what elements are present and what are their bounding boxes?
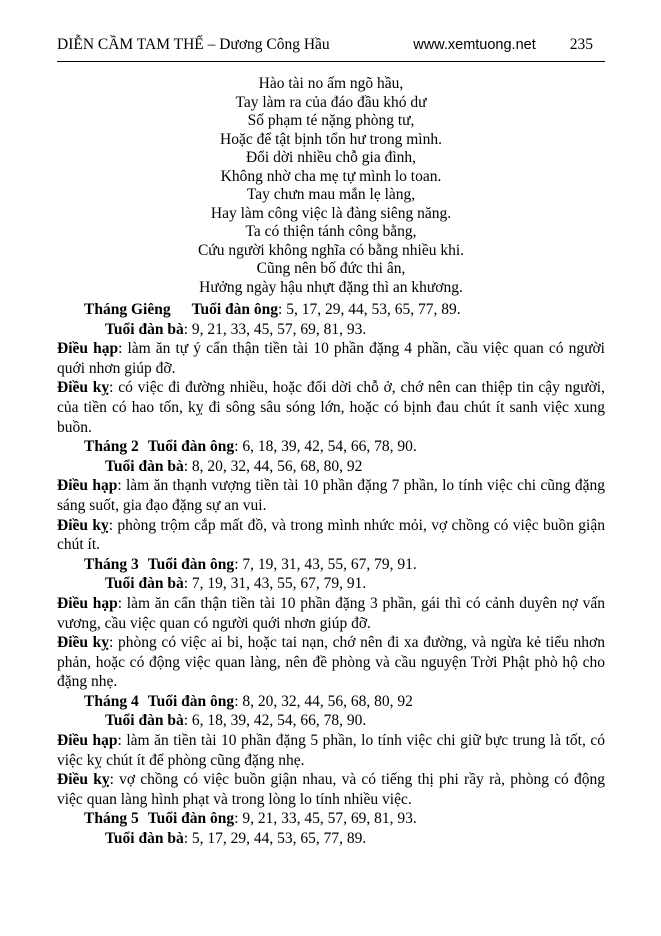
month-title: Tháng 5: [84, 810, 139, 828]
poem-line: Hào tài no ấm ngõ hầu,: [258, 75, 404, 92]
ky-label: Điều kỵ: [57, 379, 110, 397]
page-header: [57, 36, 605, 62]
ky-label: Điều kỵ: [57, 771, 110, 789]
hap-paragraph: [57, 594, 605, 633]
month-section-3: [57, 555, 605, 692]
month-section-4: [57, 692, 605, 810]
hap-text: : làm ăn thạnh vượng tiền tài 10 phần đặng 7 phần, lo tính việc chi cũng đặng sáng suốt, gia đạo đặng sự an vui.: [57, 477, 605, 514]
month-title: Tháng 2: [84, 438, 139, 456]
month-section-1: [57, 300, 605, 437]
women-ages: : 5, 17, 29, 44, 53, 65, 77, 89.: [183, 830, 367, 848]
hap-label: Điều hạp: [57, 732, 118, 750]
months-list: [57, 300, 605, 849]
month-title: Tháng 4: [84, 692, 139, 710]
ky-label: Điều kỵ: [57, 634, 110, 652]
poem-line: Hay làm công việc là đàng siêng năng.: [210, 204, 452, 222]
women-label: Tuổi đàn bà: [105, 320, 184, 338]
page-number: 235: [569, 36, 593, 53]
poem-line: Tay chưn mau mắn lẹ làng,: [246, 186, 416, 203]
month-women-line: [57, 574, 605, 594]
women-ages: : 6, 18, 39, 42, 54, 66, 78, 90.: [183, 712, 367, 730]
month-men-line: [57, 809, 605, 829]
ky-text: : phòng có việc ai bi, hoặc tai nạn, chớ nên đi xa đường, và ngừa kẻ tiểu nhơn phản, hoặc có động việc quan làng, nên đề phòng và cầu nguyện Trời Phật phò hộ cho đặng nhẹ.: [57, 634, 606, 691]
month-men-line: [57, 692, 605, 712]
women-ages: : 8, 20, 32, 44, 56, 68, 80, 92: [183, 457, 363, 475]
hap-paragraph: [57, 731, 605, 770]
month-women-line: [57, 320, 605, 340]
month-men-line: [57, 437, 605, 457]
month-title: Tháng Giêng: [84, 301, 171, 318]
ky-paragraph: [57, 516, 605, 555]
poem-line: Số phạm té nặng phòng tư,: [247, 112, 415, 129]
men-ages: : 7, 19, 31, 43, 55, 67, 79, 91.: [234, 555, 417, 573]
poem-line: Hoặc để tật bịnh tổn hư trong mình.: [220, 130, 442, 148]
ky-text: : phòng trộm cắp mất đồ, và trong mình nhức mỏi, vợ chồng có việc buồn giận chút ít.: [57, 516, 605, 554]
hap-label: Điều hạp: [57, 340, 119, 358]
men-label: Tuổi đàn ông: [147, 438, 235, 456]
book-title: DIỄN CẦM TAM THẾ – Dương Công Hầu: [57, 36, 330, 53]
poem-line: Tay làm ra của đáo đầu khó dư: [235, 93, 427, 111]
hap-text: : làm ăn tiền tài 10 phần đặng 5 phần, lo tính việc chi giữ bực trung là tốt, có việc kỵ chút ít để phòng cũng đặng nhẹ.: [57, 732, 605, 769]
women-label: Tuổi đàn bà: [105, 575, 184, 593]
ky-text: : vợ chồng có việc buồn giận nhau, và có tiếng thị phi rầy rà, phòng có động việc quan làng hình phạt và trong lòng lo tính nhiều việc.: [57, 771, 606, 808]
month-men-line: [57, 300, 605, 320]
hap-paragraph: [57, 476, 605, 515]
month-section-2: [57, 437, 605, 555]
ky-paragraph: [57, 633, 605, 692]
men-ages: : 5, 17, 29, 44, 53, 65, 77, 89.: [278, 301, 461, 318]
poem-line: Cũng nên bố đức thi ân,: [256, 260, 406, 277]
men-label: Tuổi đàn ông: [191, 301, 279, 318]
men-label: Tuổi đàn ông: [147, 692, 235, 710]
month-women-line: [57, 711, 605, 731]
hap-text: : làm ăn cẩn thận tiền tài 10 phần đặng 3 phần, gái thì có cảnh duyên nợ vấn vương, cầu việc quan có người quới nhơn giúp đỡ.: [57, 594, 605, 632]
men-ages: : 9, 21, 33, 45, 57, 69, 81, 93.: [234, 810, 417, 828]
month-women-line: [57, 829, 605, 849]
hap-paragraph: [57, 339, 605, 378]
month-section-5: [57, 809, 605, 848]
women-label: Tuổi đàn bà: [105, 457, 184, 475]
men-ages: : 8, 20, 32, 44, 56, 68, 80, 92: [234, 692, 413, 710]
month-men-line: [57, 555, 605, 575]
poem-line: Cứu người không nghĩa có bằng nhiều khi.: [197, 241, 465, 259]
poem: [57, 75, 605, 297]
website-url: www.xemtuong.net: [413, 37, 536, 53]
ky-paragraph: [57, 770, 605, 809]
women-label: Tuổi đàn bà: [105, 830, 184, 848]
women-label: Tuổi đàn bà: [105, 712, 184, 730]
ky-label: Điều kỵ: [57, 516, 109, 534]
poem-line: Hưởng ngày hậu nhựt đặng thì an khương.: [199, 278, 463, 296]
ky-text: : có việc đi đường nhiều, hoặc đổi dời chỗ ở, chớ nên can thiệp tin cậy người, của tiền có hao tốn, kỵ đi sông sâu sóng lớn, hoặc có bịnh đau chút ít sanh việc xung buồn.: [57, 379, 605, 436]
month-women-line: [57, 457, 605, 477]
poem-line: Đổi dời nhiều chỗ gia đình,: [245, 149, 417, 166]
women-ages: : 7, 19, 31, 43, 55, 67, 79, 91.: [183, 575, 367, 593]
poem-line: Không nhờ cha mẹ tự mình lo toan.: [220, 167, 442, 185]
hap-label: Điều hạp: [57, 477, 118, 495]
ky-paragraph: [57, 378, 605, 437]
men-label: Tuổi đàn ông: [147, 810, 235, 828]
month-title: Tháng 3: [84, 555, 139, 573]
hap-label: Điều hạp: [57, 594, 118, 612]
poem-line: Ta có thiện tánh công bằng,: [245, 223, 417, 240]
men-ages: : 6, 18, 39, 42, 54, 66, 78, 90.: [234, 438, 417, 456]
women-ages: : 9, 21, 33, 45, 57, 69, 81, 93.: [183, 320, 367, 338]
men-label: Tuổi đàn ông: [147, 555, 235, 573]
hap-text: : làm ăn tự ý cẩn thận tiền tài 10 phần đặng 4 phần, cầu việc quan có người quới nhơn giúp đỡ.: [57, 340, 605, 377]
